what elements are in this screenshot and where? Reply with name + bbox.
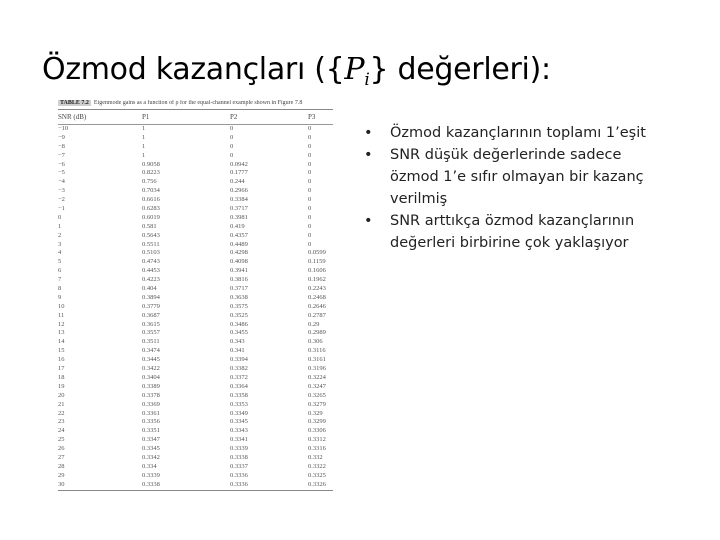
table-row xyxy=(58,472,333,481)
cell-p3: 0.29 xyxy=(308,320,320,328)
table-header-snr: SNR (dB) xyxy=(58,113,87,121)
table-row xyxy=(58,481,333,490)
cell-p3: 0.3325 xyxy=(308,471,326,479)
title-symbol: P xyxy=(344,52,365,87)
cell-p3: 0.3247 xyxy=(308,382,326,390)
cell-p3: 0.2243 xyxy=(308,285,326,293)
cell-p2: 0.3455 xyxy=(230,329,248,337)
cell-p2: 0.244 xyxy=(230,178,245,186)
cell-p1: 0.3369 xyxy=(142,400,160,408)
cell-p3: 0.3196 xyxy=(308,365,326,373)
table-header-p2: P2 xyxy=(230,113,238,121)
table-row xyxy=(58,401,333,410)
cell-p3: 0.2468 xyxy=(308,293,326,301)
cell-p3: 0.332 xyxy=(308,453,323,461)
bullet-item xyxy=(364,144,664,210)
cell-snr: 23 xyxy=(58,418,65,426)
cell-p2: 0.3343 xyxy=(230,427,248,435)
cell-p2: 0.3358 xyxy=(230,391,248,399)
cell-snr: −1 xyxy=(58,205,65,213)
cell-p2: 0 xyxy=(230,133,234,141)
table-row xyxy=(58,338,333,347)
cell-p1: 0.3404 xyxy=(142,373,160,381)
table-row xyxy=(58,321,333,330)
cell-snr: 17 xyxy=(58,365,65,373)
table-row xyxy=(58,187,333,196)
cell-snr: 20 xyxy=(58,391,65,399)
cell-p3: 0.329 xyxy=(308,409,323,417)
cell-snr: 30 xyxy=(58,480,65,488)
table-row xyxy=(58,285,333,294)
cell-p2: 0.3717 xyxy=(230,205,248,213)
table-bottom-rule xyxy=(58,490,333,491)
cell-p1: 0.3894 xyxy=(142,293,160,301)
eigenmode-gain-table xyxy=(58,100,333,512)
cell-snr: 25 xyxy=(58,436,65,444)
cell-snr: 9 xyxy=(58,293,62,301)
table-header-p3: P3 xyxy=(308,113,316,121)
cell-p1: 0.6019 xyxy=(142,213,160,221)
cell-p1: 0.3779 xyxy=(142,302,160,310)
cell-snr: 18 xyxy=(58,373,65,381)
cell-p3: 0.3279 xyxy=(308,400,326,408)
table-row xyxy=(58,347,333,356)
cell-snr: 19 xyxy=(58,382,65,390)
bullet-item xyxy=(364,122,664,144)
cell-p2: 0.3941 xyxy=(230,267,248,275)
cell-p3: 0.3322 xyxy=(308,462,326,470)
cell-p3: 0 xyxy=(308,151,312,159)
table-row xyxy=(58,178,333,187)
cell-p2: 0.3384 xyxy=(230,196,248,204)
table-row xyxy=(58,410,333,419)
table-row xyxy=(58,312,333,321)
table-row xyxy=(58,249,333,258)
table-row xyxy=(58,436,333,445)
table-row xyxy=(58,454,333,463)
cell-p1: 0.4223 xyxy=(142,276,160,284)
cell-p3: 0 xyxy=(308,178,312,186)
cell-snr: 1 xyxy=(58,222,62,230)
cell-p1: 0.334 xyxy=(142,462,157,470)
bullet-text: SNR düşük değerlerinde sadece özmod 1’e sıfır olmayan bir kazanç verilmiş xyxy=(390,147,644,207)
cell-p3: 0.1606 xyxy=(308,267,326,275)
cell-p2: 0.3337 xyxy=(230,462,248,470)
cell-p3: 0.2787 xyxy=(308,311,326,319)
cell-p1: 0.6283 xyxy=(142,205,160,213)
cell-p3: 0.3299 xyxy=(308,418,326,426)
cell-p3: 0 xyxy=(308,213,312,221)
table-row xyxy=(58,152,333,161)
table-caption-text: Eigenmode gains as a function of ρ for the equal-channel example shown in Figure 7.8 xyxy=(93,100,303,106)
cell-p2: 0.3353 xyxy=(230,400,248,408)
table-row xyxy=(58,267,333,276)
cell-p2: 0.3364 xyxy=(230,382,248,390)
table-row xyxy=(58,241,333,250)
cell-snr: 0 xyxy=(58,213,62,221)
cell-snr: −5 xyxy=(58,169,65,177)
cell-p3: 0.306 xyxy=(308,338,323,346)
cell-p1: 0.4743 xyxy=(142,258,160,266)
cell-snr: −6 xyxy=(58,160,65,168)
cell-p3: 0.3116 xyxy=(308,347,326,355)
table-row xyxy=(58,427,333,436)
cell-p3: 0.3161 xyxy=(308,356,326,364)
cell-p2: 0.0942 xyxy=(230,160,248,168)
bullet-marker: • xyxy=(364,147,373,163)
cell-snr: 26 xyxy=(58,445,65,453)
cell-p3: 0.0599 xyxy=(308,249,326,257)
cell-p1: 0.3338 xyxy=(142,480,160,488)
cell-p1: 0.3422 xyxy=(142,365,160,373)
cell-p1: 0.3389 xyxy=(142,382,160,390)
cell-snr: 13 xyxy=(58,329,65,337)
cell-p1: 1 xyxy=(142,142,146,150)
table-row xyxy=(58,418,333,427)
cell-p2: 0.3638 xyxy=(230,293,248,301)
cell-p1: 0.3345 xyxy=(142,445,160,453)
cell-p2: 0.3372 xyxy=(230,373,248,381)
cell-snr: 2 xyxy=(58,231,62,239)
cell-p2: 0.3981 xyxy=(230,213,248,221)
cell-snr: 24 xyxy=(58,427,65,435)
table-row xyxy=(58,214,333,223)
title-subscript: i xyxy=(364,70,370,90)
cell-p2: 0.4098 xyxy=(230,258,248,266)
cell-snr: 27 xyxy=(58,453,65,461)
table-row xyxy=(58,134,333,143)
cell-p1: 0.3347 xyxy=(142,436,160,444)
table-row xyxy=(58,294,333,303)
cell-p1: 0.756 xyxy=(142,178,157,186)
cell-p1: 0.3342 xyxy=(142,453,160,461)
cell-p3: 0 xyxy=(308,196,312,204)
cell-p2: 0.3349 xyxy=(230,409,248,417)
cell-snr: 5 xyxy=(58,258,62,266)
cell-snr: 14 xyxy=(58,338,65,346)
cell-p3: 0.3224 xyxy=(308,373,326,381)
table-row xyxy=(58,356,333,365)
cell-p1: 0.3557 xyxy=(142,329,160,337)
table-row xyxy=(58,392,333,401)
bullet-marker: • xyxy=(364,125,373,141)
cell-p2: 0.3341 xyxy=(230,436,248,444)
bullet-list xyxy=(364,122,664,254)
table-row xyxy=(58,258,333,267)
cell-snr: 16 xyxy=(58,356,65,364)
bullet-item xyxy=(364,210,664,254)
bullet-text: Özmod kazançlarının toplamı 1’eşit xyxy=(390,125,646,141)
cell-p1: 0.3339 xyxy=(142,471,160,479)
cell-p3: 0.2989 xyxy=(308,329,326,337)
cell-snr: 8 xyxy=(58,285,62,293)
cell-p3: 0 xyxy=(308,222,312,230)
cell-p2: 0.3345 xyxy=(230,418,248,426)
cell-snr: 3 xyxy=(58,240,62,248)
table-caption xyxy=(58,100,333,110)
table-body xyxy=(58,125,333,490)
cell-p3: 0.1962 xyxy=(308,276,326,284)
cell-snr: 12 xyxy=(58,320,65,328)
cell-snr: −8 xyxy=(58,142,65,150)
cell-p1: 0.3356 xyxy=(142,418,160,426)
cell-p1: 0.8223 xyxy=(142,169,160,177)
cell-p3: 0.3316 xyxy=(308,445,326,453)
cell-snr: 10 xyxy=(58,302,65,310)
cell-p1: 0.6616 xyxy=(142,196,160,204)
cell-p1: 0.3511 xyxy=(142,338,160,346)
cell-snr: 22 xyxy=(58,409,65,417)
cell-p1: 0.5511 xyxy=(142,240,160,248)
table-row xyxy=(58,303,333,312)
cell-p2: 0.3339 xyxy=(230,445,248,453)
cell-p1: 0.4453 xyxy=(142,267,160,275)
cell-p2: 0.3336 xyxy=(230,471,248,479)
cell-p2: 0.1777 xyxy=(230,169,248,177)
table-row xyxy=(58,374,333,383)
cell-p3: 0.1159 xyxy=(308,258,326,266)
table-row xyxy=(58,365,333,374)
table-row xyxy=(58,445,333,454)
cell-p3: 0 xyxy=(308,231,312,239)
title-prefix: Özmod kazançları ( xyxy=(42,52,326,87)
cell-snr: −3 xyxy=(58,187,65,195)
cell-p2: 0.3382 xyxy=(230,365,248,373)
cell-snr: 7 xyxy=(58,276,62,284)
table-row xyxy=(58,205,333,214)
cell-p3: 0 xyxy=(308,142,312,150)
cell-p1: 0.3378 xyxy=(142,391,160,399)
cell-p3: 0.3306 xyxy=(308,427,326,435)
cell-p1: 0.5643 xyxy=(142,231,160,239)
cell-p1: 0.3615 xyxy=(142,320,160,328)
cell-p2: 0 xyxy=(230,142,234,150)
cell-p1: 0.7034 xyxy=(142,187,160,195)
cell-p2: 0.3338 xyxy=(230,453,248,461)
cell-p1: 1 xyxy=(142,125,146,132)
table-caption-tag: TABLE 7.2 xyxy=(60,100,89,106)
cell-p3: 0 xyxy=(308,240,312,248)
cell-snr: −4 xyxy=(58,178,65,186)
cell-snr: 28 xyxy=(58,462,65,470)
table-row xyxy=(58,143,333,152)
cell-snr: 15 xyxy=(58,347,65,355)
cell-p3: 0.2646 xyxy=(308,302,326,310)
cell-p2: 0 xyxy=(230,151,234,159)
cell-p1: 0.404 xyxy=(142,285,157,293)
title-brace-open: { xyxy=(325,52,345,87)
cell-p3: 0 xyxy=(308,125,312,132)
cell-p2: 0 xyxy=(230,125,234,132)
table-header-row xyxy=(58,110,333,125)
title-suffix: değerleri): xyxy=(388,52,551,87)
cell-snr: −10 xyxy=(58,125,69,132)
table-row xyxy=(58,383,333,392)
cell-p2: 0.341 xyxy=(230,347,245,355)
table-row xyxy=(58,223,333,232)
cell-p1: 0.3361 xyxy=(142,409,160,417)
cell-p2: 0.4298 xyxy=(230,249,248,257)
cell-p1: 0.3687 xyxy=(142,311,160,319)
cell-p3: 0.3312 xyxy=(308,436,326,444)
table-row xyxy=(58,276,333,285)
cell-p3: 0 xyxy=(308,205,312,213)
table-row xyxy=(58,329,333,338)
cell-p3: 0 xyxy=(308,169,312,177)
cell-p2: 0.3575 xyxy=(230,302,248,310)
cell-p2: 0.3486 xyxy=(230,320,248,328)
bullet-marker: • xyxy=(364,213,373,229)
cell-p1: 0.3445 xyxy=(142,356,160,364)
title-brace-close: } xyxy=(369,52,389,87)
cell-p2: 0.419 xyxy=(230,222,245,230)
cell-p3: 0 xyxy=(308,187,312,195)
cell-snr: 29 xyxy=(58,471,65,479)
table-header-p1: P1 xyxy=(142,113,150,121)
cell-snr: 4 xyxy=(58,249,62,257)
cell-p1: 1 xyxy=(142,133,146,141)
table-row xyxy=(58,232,333,241)
bullet-text: SNR arttıkça özmod kazançlarının değerleri birbirine çok yaklaşıyor xyxy=(390,213,635,251)
cell-p1: 0.5103 xyxy=(142,249,160,257)
cell-p1: 0.581 xyxy=(142,222,157,230)
cell-p2: 0.3525 xyxy=(230,311,248,319)
cell-snr: −2 xyxy=(58,196,65,204)
slide-title xyxy=(42,52,551,90)
cell-p1: 0.3351 xyxy=(142,427,160,435)
cell-p2: 0.4357 xyxy=(230,231,248,239)
cell-snr: −7 xyxy=(58,151,65,159)
table-row xyxy=(58,161,333,170)
cell-p2: 0.4489 xyxy=(230,240,248,248)
cell-p2: 0.2966 xyxy=(230,187,248,195)
table-row xyxy=(58,463,333,472)
cell-p1: 0.9058 xyxy=(142,160,160,168)
cell-snr: 6 xyxy=(58,267,62,275)
cell-p3: 0 xyxy=(308,160,312,168)
cell-snr: −9 xyxy=(58,133,65,141)
cell-p2: 0.3336 xyxy=(230,480,248,488)
cell-snr: 21 xyxy=(58,400,65,408)
table-row xyxy=(58,125,333,134)
cell-p3: 0.3265 xyxy=(308,391,326,399)
cell-p2: 0.3717 xyxy=(230,285,248,293)
cell-p3: 0 xyxy=(308,133,312,141)
cell-snr: 11 xyxy=(58,311,65,319)
cell-p2: 0.343 xyxy=(230,338,245,346)
table-row xyxy=(58,169,333,178)
cell-p2: 0.3394 xyxy=(230,356,248,364)
cell-p1: 1 xyxy=(142,151,146,159)
cell-p2: 0.3816 xyxy=(230,276,248,284)
cell-p1: 0.3474 xyxy=(142,347,160,355)
cell-p3: 0.3326 xyxy=(308,480,326,488)
table-row xyxy=(58,196,333,205)
